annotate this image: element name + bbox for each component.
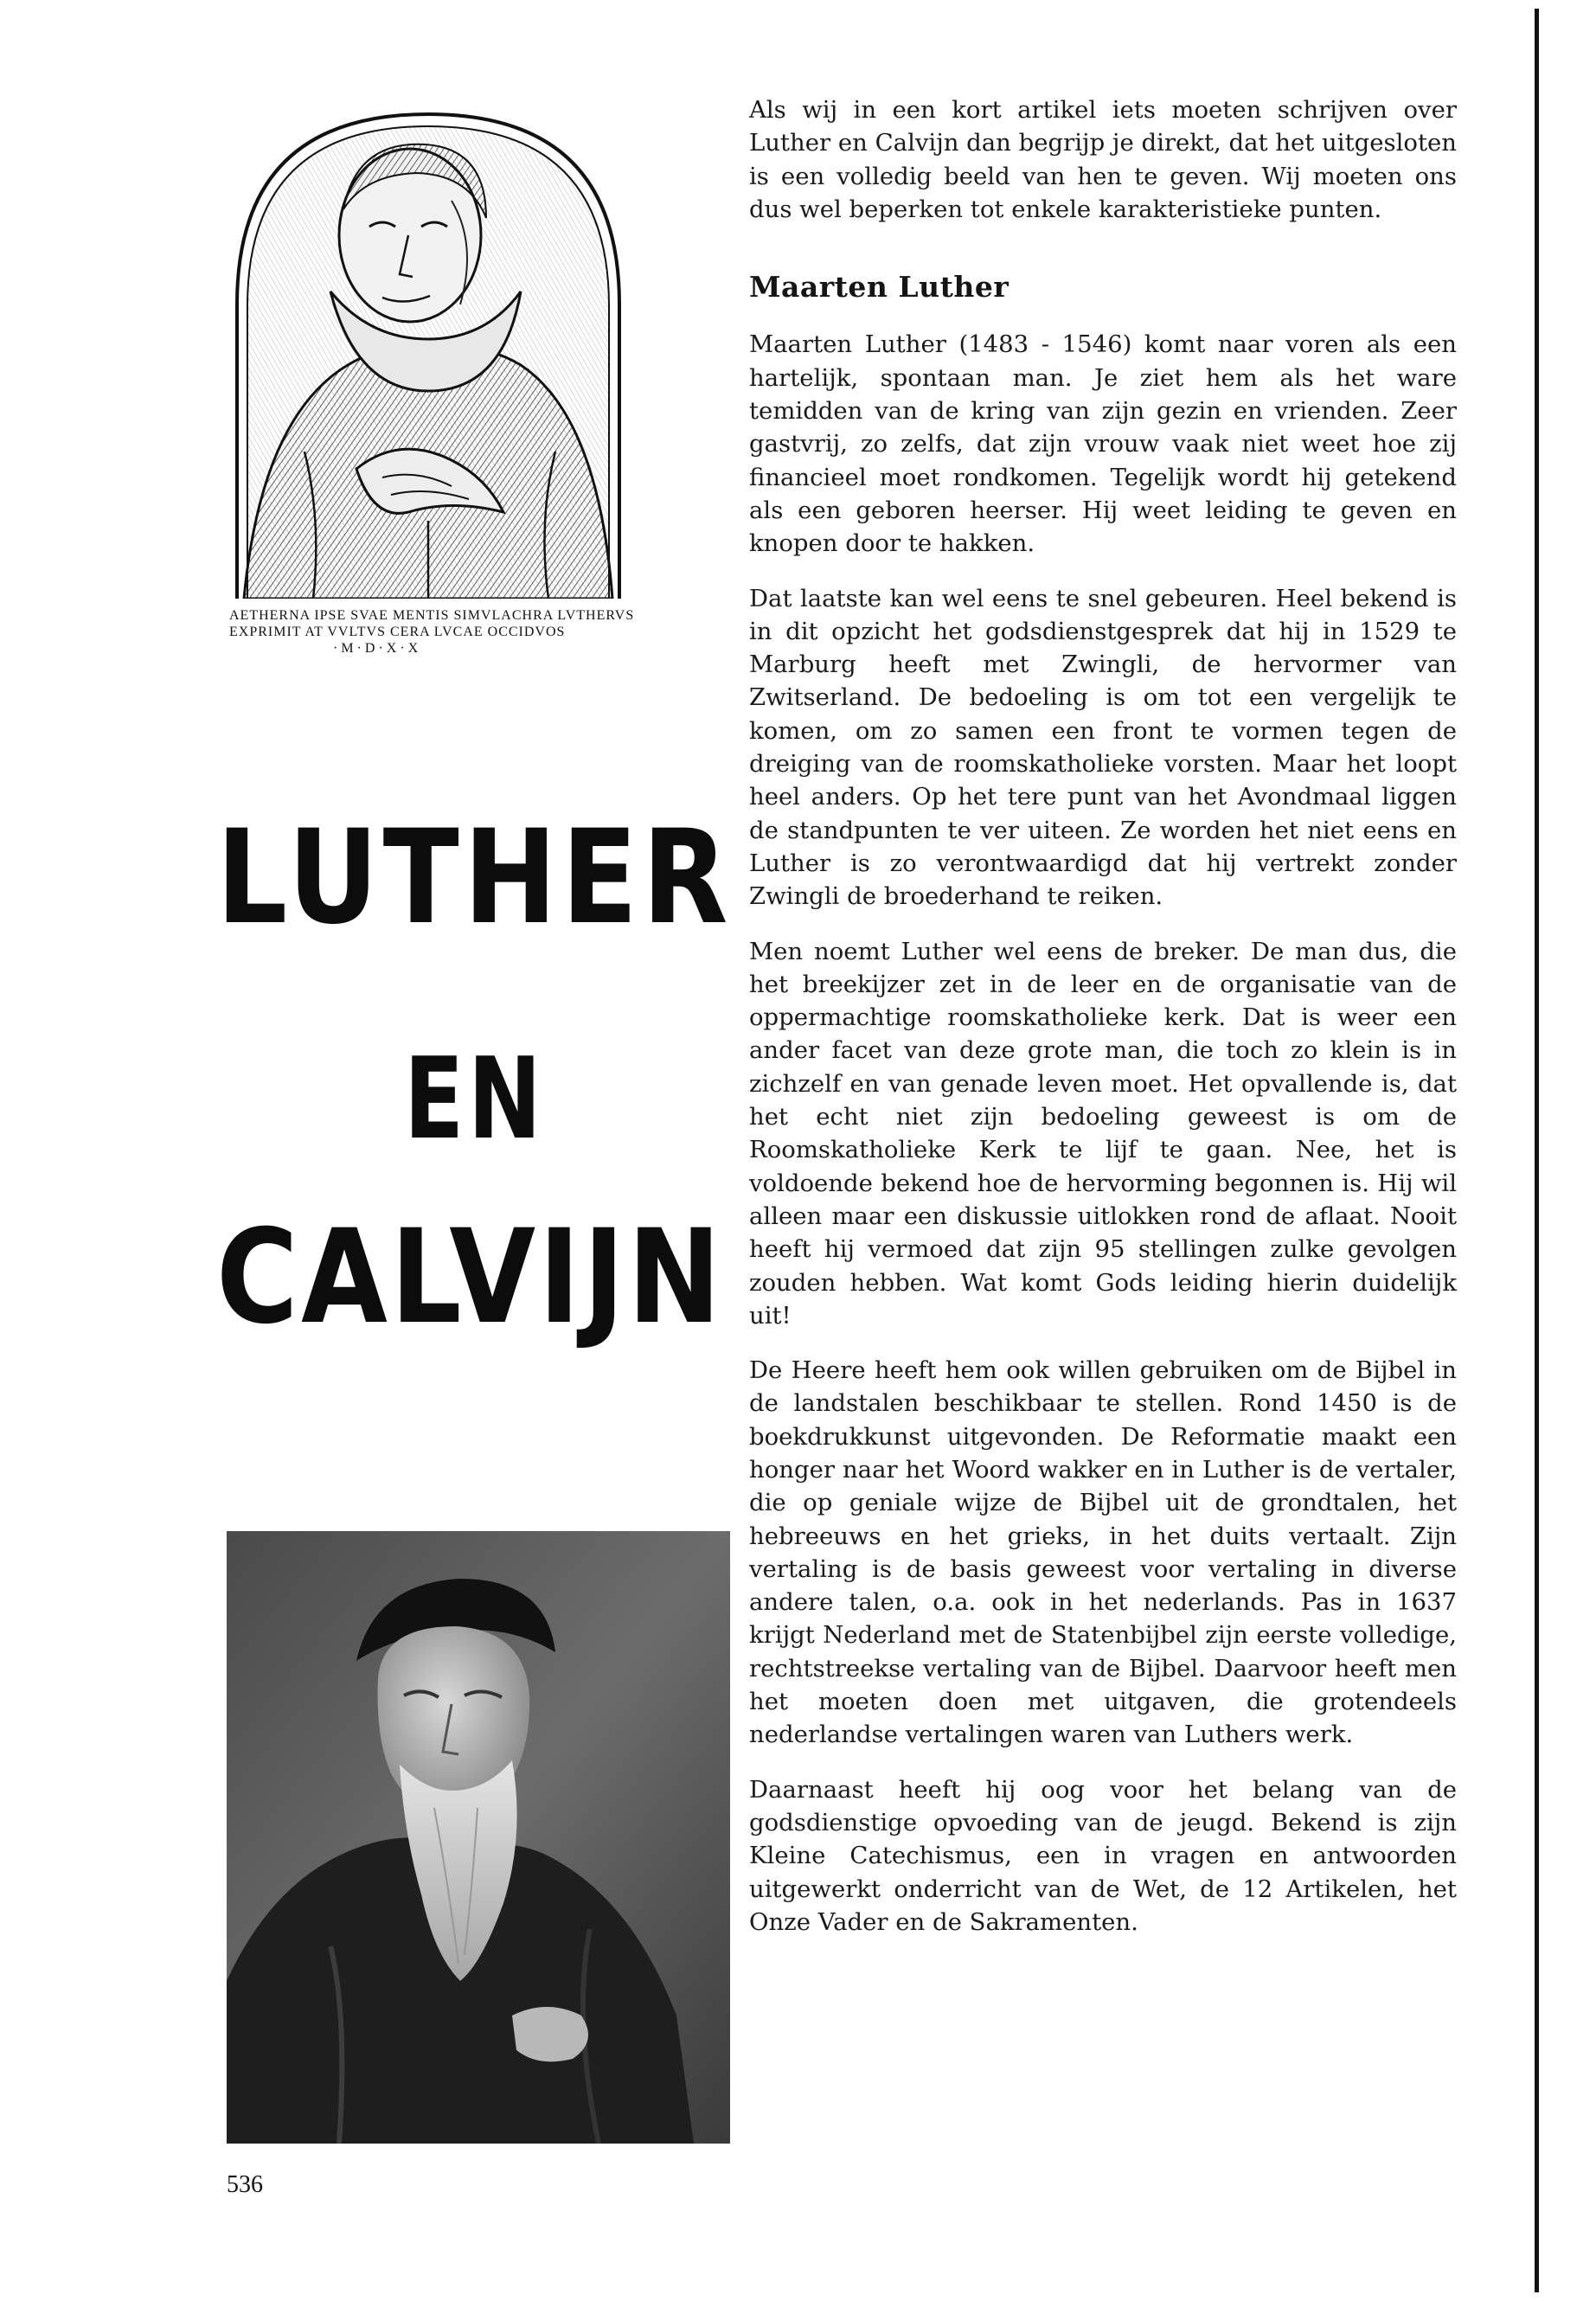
title-luther: LUTHER [216,803,733,953]
luther-portrait [227,106,630,599]
body-paragraph: Maarten Luther (1483 - 1546) komt naar voren als een hartelijk, spontaan man. Je ziet hem als het ware temidden van de kring van zijn gezin en vrienden. Zeer gastvrij, zo zelfs, dat zijn vrouw vaak niet weet hoe zij financieel moet rondkomen. Tegelijk wordt hij getekend als een geboren heerser. Hij weet leiding te geven en knopen door te hakken. [749,330,1457,558]
intro-paragraph: Als wij in een kort artikel iets moeten schrijven over Luther en Calvijn dan begrijp je direkt, dat het uitgesloten is een volledig beeld van hen te geven. Wij moeten ons dus wel beperken tot enkele karakteristieke punten. [749,96,1457,223]
caption-line: EXPRIMIT AT VVLTVS CERA LVCAE OCCIDVOS [229,625,566,639]
body-paragraph: Men noemt Luther wel eens de breker. De man dus, die het breekijzer zet in de leer en de organisatie van de oppermachtige roomskatholieke kerk. Dat is weer een ander facet van deze grote man, die toch zo klein is in zichzelf en van genade leven moet. Het opvallende is, dat het echt niet zijn bedoeling geweest is om de Roomskatholieke Kerk te lijf te gaan. Nee, het is voldoende bekend hoe de hervorming begonnen is. Hij wil alleen maar een diskussie uitlokken rond de aflaat. Nooit heeft hij vermoed dat zijn 95 stellingen zulke gevolgen zouden hebben. Wat komt Gods leiding hierin duidelijk uit! [749,937,1457,1330]
section-heading: Maarten Luther [749,270,1010,304]
calvin-portrait [227,1531,730,2144]
title-calvijn: CALVIJN [216,1202,724,1353]
caption-line: AETHERNA IPSE SVAE MENTIS SIMVLACHRA LVTHERVS [229,608,635,623]
luther-portrait-caption [229,607,636,657]
body-paragraph: Daarnaast heeft hij oog voor het belang van de godsdienstige opvoeding van de jeugd. Bekend is zijn Kleine Catechismus, een in vragen en antwoorden uitgewerkt onderricht van de Wet, de 12 Artikelen, het Onze Vader en de Sakramenten. [749,1775,1457,1936]
article-body [749,93,1457,1960]
title-en: EN [404,1033,546,1164]
page-number: 536 [227,2171,263,2198]
page-edge-rule [1535,9,1539,2292]
body-paragraph: De Heere heeft hem ook willen gebruiken om de Bijbel in de landstalen beschikbaar te stellen. Rond 1450 is de boekdrukkunst uitgevonden. De Reformatie maakt een honger naar het Woord wakker en in Luther is de vertaler, die op geniale wijze de Bijbel uit de grondtalen, het hebreeuws en het grieks, in het duits vertaalt. Zijn vertaling is de basis geweest voor vertaling in diverse andere talen, o.a. ook in het nederlands. Pas in 1637 krijgt Nederland met de Statenbijbel zijn eerste volledige, rechtstreekse vertaling van de Bijbel. Daarvoor heeft men het moeten doen met uitgaven, die grotendeels nederlandse vertalingen waren van Luthers werk. [749,1356,1457,1749]
caption-line: ·M·D·X·X [333,641,422,656]
body-paragraph: Dat laatste kan wel eens te snel gebeuren. Heel bekend is in dit opzicht het godsdienstgesprek dat hij in 1529 te Marburg heeft met Zwingli, de hervormer van Zwitserland. De bedoeling is om tot een vergelijk te komen, om zo samen een front te vormen tegen de dreiging van de roomskatholieke vorsten. Maar het loopt heel anders. Op het tere punt van het Avondmaal liggen de standpunten te ver uiteen. Ze worden het niet eens en Luther is zo verontwaardigd dat hij vertrekt zonder Zwingli de broederhand te reiken. [749,584,1457,911]
